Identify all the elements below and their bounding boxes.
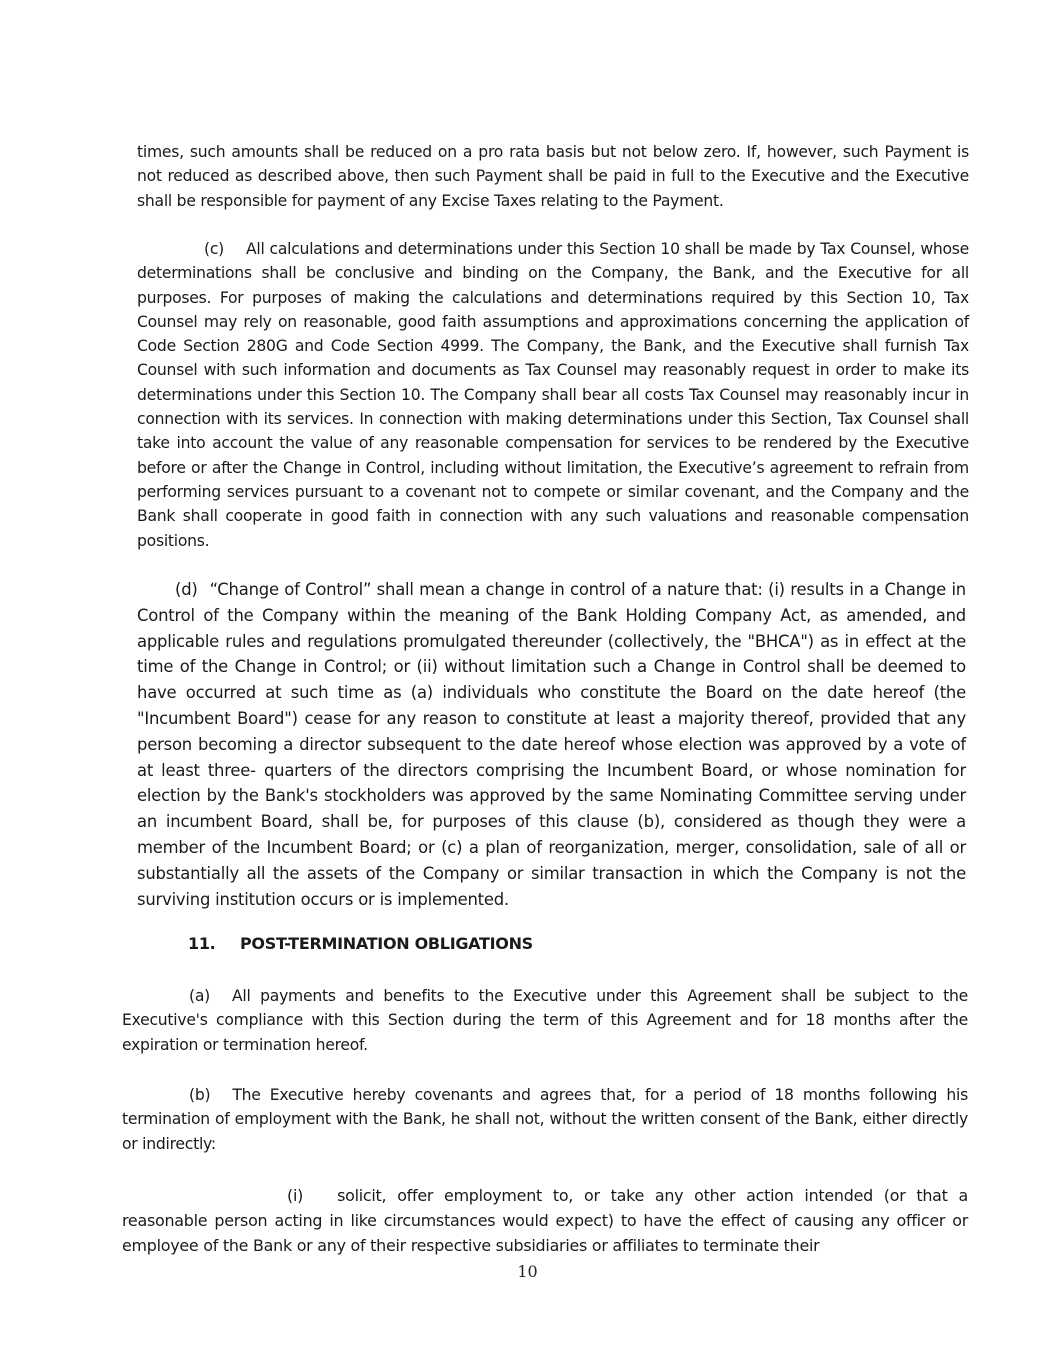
section-11-number: 11.	[188, 934, 216, 953]
paragraph-11b-i	[122, 1183, 968, 1258]
paragraph-11b-label: (b)	[189, 1086, 211, 1104]
paragraph-d-label: (d)	[175, 580, 198, 599]
section-11-title: POST-TERMINATION OBLIGATIONS	[240, 934, 533, 953]
section-11-heading	[188, 934, 533, 953]
paragraph-11b-i-label: (i)	[287, 1186, 304, 1205]
paragraph-continuation: times, such amounts shall be reduced on a pro rata basis but not below zero. If, however, such Payment is not reduced as described above, then such Payment shall be paid in full to the Executive and the Executive shall be responsible for payment of any Excise Taxes relating to the Payment.	[137, 143, 969, 210]
paragraph-11b-i-text: solicit, offer employment to, or take any other action intended (or that a reasonable person acting in like circumstances would expect) to have the effect of causing any officer or employee of the Bank or any of their respective subsidiaries or affiliates to terminate their	[122, 1186, 968, 1255]
paragraph-11a-text: All payments and benefits to the Executive under this Agreement shall be subject to the Executive's compliance with this Section during the term of this Agreement and for 18 months after the expiration or termination hereof.	[122, 987, 968, 1054]
paragraph-11a	[122, 984, 968, 1057]
paragraph-11a-label: (a)	[189, 987, 210, 1005]
paragraph-11b-text: The Executive hereby covenants and agrees that, for a period of 18 months following his termination of employment with the Bank, he shall not, without the written consent of the Bank, either directly or indirectly:	[122, 1086, 968, 1153]
paragraph-c-label: (c)	[204, 240, 224, 258]
paragraph-11b	[122, 1083, 968, 1156]
paragraph-c	[137, 237, 969, 553]
paragraph-c-text: All calculations and determinations under this Section 10 shall be made by Tax Counsel, whose determinations shall be conclusive and binding on the Company, the Bank, and the Executive for all purposes. For purposes of making the calculations and determinations required by this Section 10, Tax Counsel may rely on reasonable, good faith assumptions and approximations concerning the application of Code Section 280G and Code Section 4999. The Company, the Bank, and the Executive shall furnish Tax Counsel with such information and documents as Tax Counsel may reasonably request in order to make its determinations under this Section 10. The Company shall bear all costs Tax Counsel may reasonably incur in connection with its services. In connection with making determinations under this Section, Tax Counsel shall take into account the value of any reasonable compensation for services to be rendered by the Executive before or after the Change in Control, including without limitation, the Executive’s agreement to refrain from performing services pursuant to a covenant not to compete or similar covenant, and the Company and the Bank shall cooperate in good faith in connection with any such valuations and reasonable compensation positions.	[137, 240, 969, 550]
paragraph-d	[137, 577, 966, 912]
paragraph-d-text: “Change of Control” shall mean a change in control of a nature that: (i) results in a Change in Control of the Company within the meaning of the Bank Holding Company Act, as amended, and applicable rules and regulations promulgated thereunder (collectively, the "BHCA") as in effect at the time of the Change in Control; or (ii) without limitation such a Change in Control shall be deemed to have occurred at such time as (a) individuals who constitute the Board on the date hereof (the "Incumbent Board") cease for any reason to constitute at least a majority thereof, provided that any person becoming a director subsequent to the date hereof whose election was approved by a vote of at least three- quarters of the directors comprising the Incumbent Board, or whose nomination for election by the Bank's stockholders was approved by the same Nominating Committee serving under an incumbent Board, shall be, for purposes of this clause (b), considered as though they were a member of the Incumbent Board; or (c) a plan of reorganization, merger, consolidation, sale of all or substantially all the assets of the Company or similar transaction in which the Company is not the surviving institution occurs or is implemented.	[137, 580, 966, 909]
page-number: 10	[517, 1262, 538, 1281]
